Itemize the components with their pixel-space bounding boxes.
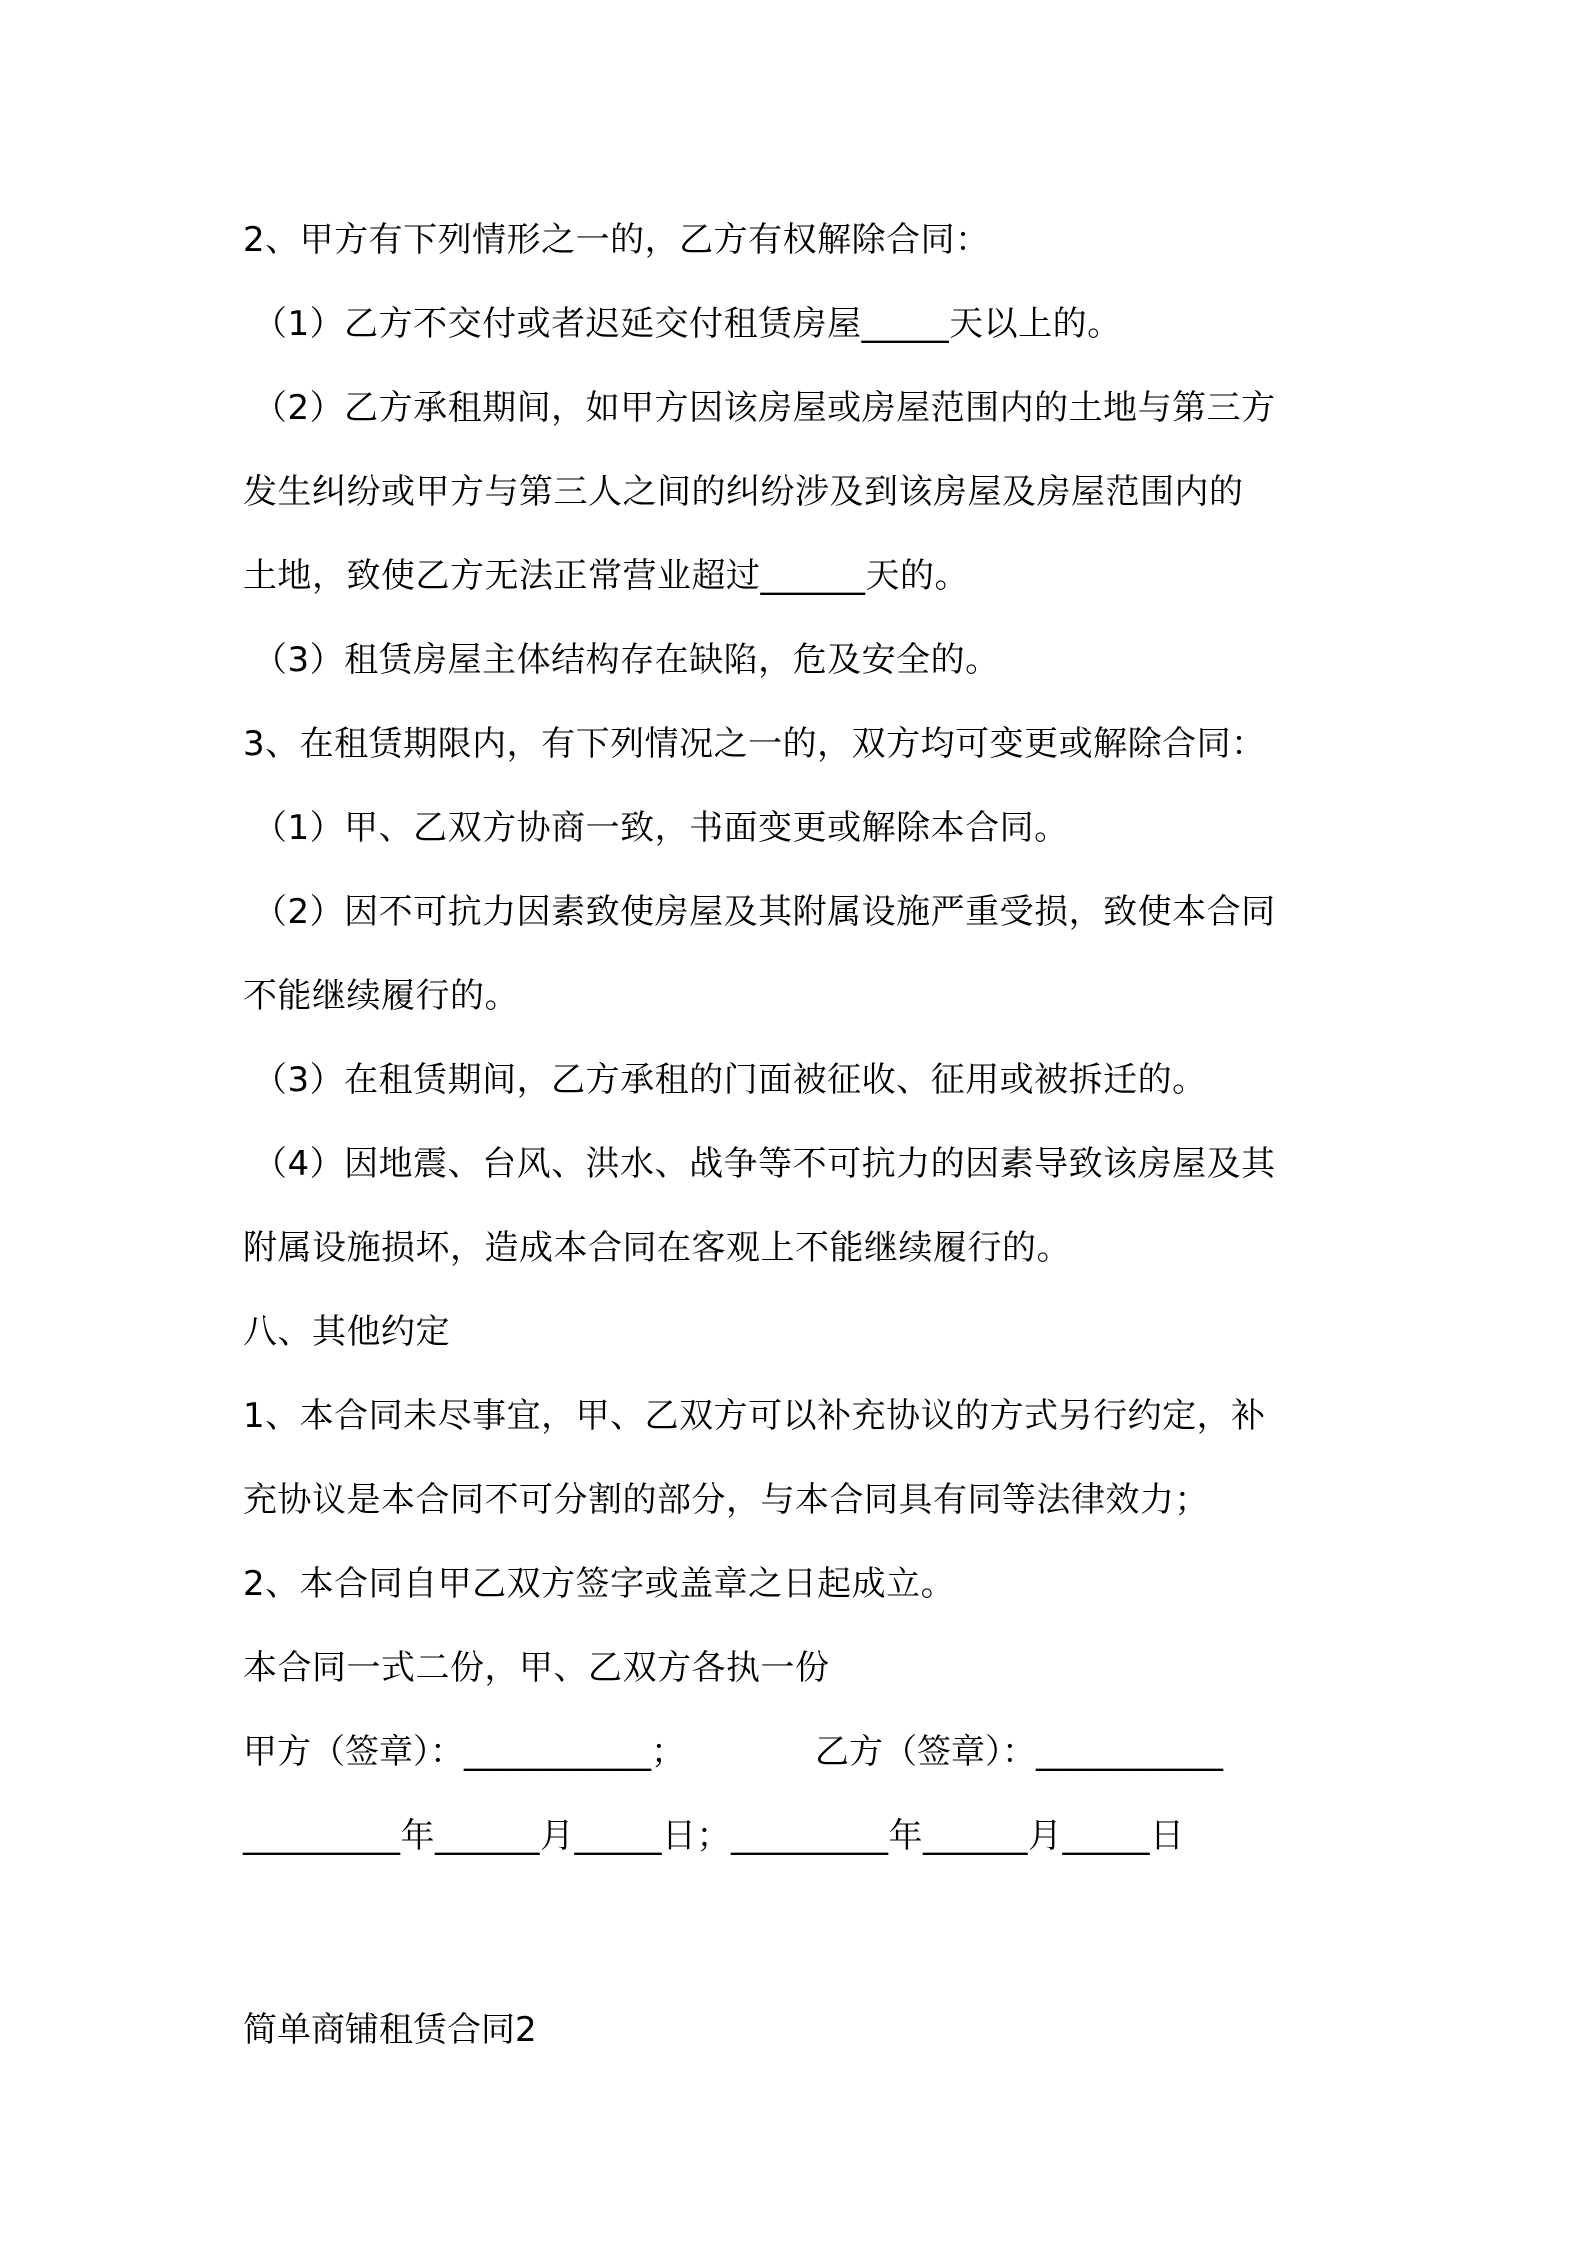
paragraph-clause-2-item-2-line-3: 土地，致使乙方无法正常营业超过______天的。 [243,556,969,596]
paragraph-clause-2-heading: 2、甲方有下列情形之一的，乙方有权解除合同： [243,220,990,260]
paragraph-clause-3-item-1: （1）甲、乙双方协商一致，书面变更或解除本合同。 [253,808,1069,848]
signature-date-row: _________年______月_____日；_________年______月_____日 [243,1816,1185,1856]
paragraph-other-1-line-2: 充协议是本合同不可分割的部分，与本合同具有同等法律效力； [243,1480,1209,1520]
paragraph-clause-3-item-2-line-2: 不能继续履行的。 [243,976,519,1016]
paragraph-clause-3-item-3: （3）在租赁期间，乙方承租的门面被征收、征用或被拆迁的。 [253,1060,1207,1100]
section-heading-other-terms: 八、其他约定 [243,1312,450,1352]
paragraph-clause-2-item-1: （1）乙方不交付或者迟延交付租赁房屋_____天以上的。 [253,304,1122,344]
party-a-signature: 甲方（签章）：___________； [243,1732,685,1772]
paragraph-clause-2-item-3: （3）租赁房屋主体结构存在缺陷，危及安全的。 [253,640,1000,680]
paragraph-other-1-line-1: 1、本合同未尽事宜，甲、乙双方可以补充协议的方式另行约定，补 [243,1396,1266,1436]
paragraph-clause-3-item-2-line-1: （2）因不可抗力因素致使房屋及其附属设施严重受损，致使本合同 [253,892,1276,932]
paragraph-clause-3-item-4-line-2: 附属设施损坏，造成本合同在客观上不能继续履行的。 [243,1228,1071,1268]
paragraph-copies: 本合同一式二份，甲、乙双方各执一份 [243,1648,830,1688]
paragraph-clause-3-heading: 3、在租赁期限内，有下列情况之一的，双方均可变更或解除合同： [243,724,1266,764]
paragraph-other-2: 2、本合同自甲乙双方签字或盖章之日起成立。 [243,1564,956,1604]
next-contract-title: 简单商铺租赁合同2 [243,2010,537,2050]
signature-row [243,1710,1361,1794]
paragraph-clause-2-item-2-line-1: （2）乙方承租期间，如甲方因该房屋或房屋范围内的土地与第三方 [253,388,1276,428]
paragraph-clause-2-item-2-line-2: 发生纠纷或甲方与第三人之间的纠纷涉及到该房屋及房屋范围内的 [243,472,1244,512]
document-body [243,198,1361,2072]
section-spacer [243,1878,1361,1988]
party-b-signature: 乙方（签章）：___________ [815,1732,1223,1772]
paragraph-clause-3-item-4-line-1: （4）因地震、台风、洪水、战争等不可抗力的因素导致该房屋及其 [253,1144,1276,1184]
